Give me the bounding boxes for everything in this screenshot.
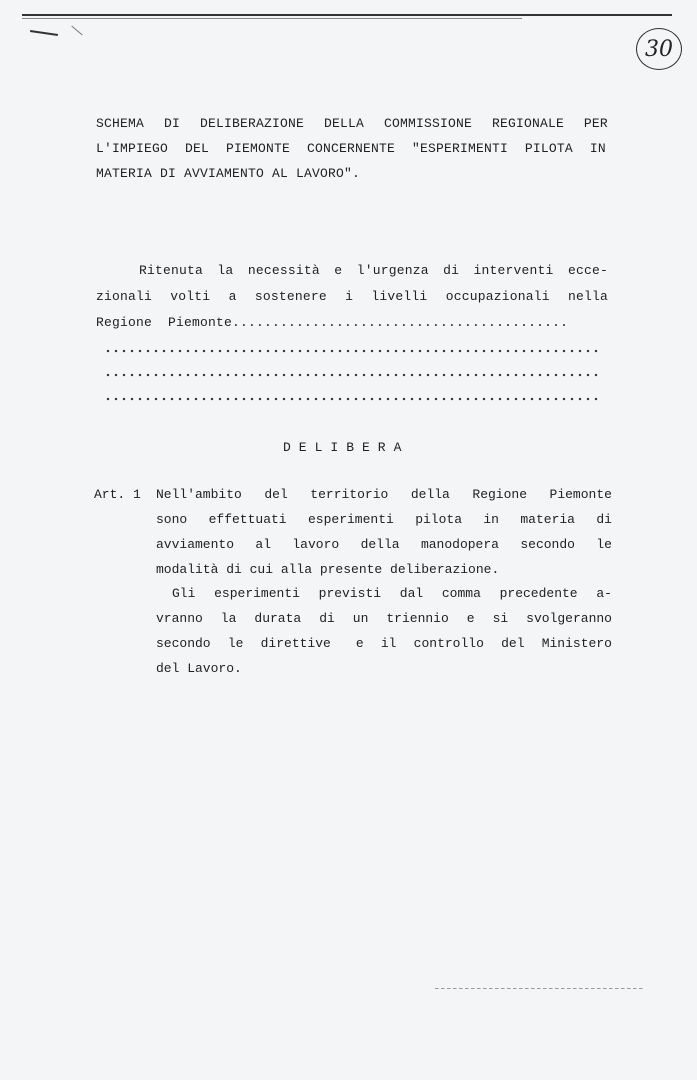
article-word: si — [492, 611, 509, 626]
heading-word: DEL — [184, 141, 209, 156]
article-word: Gli — [172, 586, 196, 601]
article-line — [156, 586, 612, 601]
heading-word: DI — [163, 116, 180, 131]
top-rule — [22, 14, 672, 16]
article-word: Piemonte — [549, 487, 612, 502]
dotted-line — [104, 373, 598, 377]
handwritten-page-number: 30 — [636, 28, 682, 70]
article-word: Regione — [472, 487, 527, 502]
dotted-line — [104, 397, 598, 401]
preamble-word: sostenere — [254, 289, 327, 304]
article-line: modalità di cui alla presente deliberazione. — [156, 562, 500, 577]
preamble-word: i — [345, 289, 354, 304]
article-word: Ministero — [541, 636, 612, 651]
article-word: lavoro — [292, 537, 340, 552]
article-word: secondo — [520, 537, 575, 552]
preamble-word: l'urgenza — [356, 263, 429, 278]
pen-mark-small — [71, 26, 82, 36]
article-word: del — [264, 487, 288, 502]
preamble-word: e — [334, 263, 343, 278]
article-word: e — [348, 636, 364, 651]
article-line — [156, 636, 612, 651]
heading-word: PIEMONTE — [225, 141, 290, 156]
preamble-word: zionali — [96, 289, 153, 304]
heading-word: REGIONALE — [491, 116, 564, 131]
article-word: le — [227, 636, 244, 651]
article-line — [156, 537, 612, 552]
article-word: manodopera — [420, 537, 499, 552]
article-line — [156, 611, 612, 626]
article-word: un — [352, 611, 369, 626]
pen-mark — [30, 30, 58, 36]
article-word: svolgeranno — [526, 611, 612, 626]
article-word: durata — [254, 611, 302, 626]
article-word: della — [410, 487, 450, 502]
article-word: di — [596, 512, 612, 527]
preamble-word: occupazionali — [445, 289, 550, 304]
article-word: controllo — [413, 636, 484, 651]
article-word: precedente — [499, 586, 578, 601]
article-word: a- — [596, 586, 612, 601]
article-line — [156, 487, 612, 502]
article-word: esperimenti — [214, 586, 300, 601]
article-word: il — [380, 636, 397, 651]
preamble-word: interventi — [473, 263, 554, 278]
preamble-word: volti — [170, 289, 211, 304]
preamble-word: necessità — [247, 263, 320, 278]
article-word: e — [466, 611, 475, 626]
preamble-word: a — [228, 289, 237, 304]
preamble-line-3: Regione Piemonte.......................................... — [96, 315, 569, 330]
preamble-word: nella — [567, 289, 608, 304]
article-word: previsti — [318, 586, 382, 601]
article-word: sono — [156, 512, 188, 527]
article-word: comma — [441, 586, 481, 601]
heading-word: SCHEMA — [96, 116, 145, 131]
article-word: al — [255, 537, 271, 552]
heading-line-1 — [96, 116, 608, 131]
article-word: le — [596, 537, 612, 552]
heading-line-3: MATERIA DI AVVIAMENTO AL LAVORO". — [96, 166, 361, 181]
heading-word: DELIBERAZIONE — [199, 116, 304, 131]
preamble-line-1 — [96, 263, 608, 278]
article-word: dal — [399, 586, 424, 601]
preamble-word: Ritenuta — [139, 263, 204, 278]
dotted-line — [104, 349, 598, 353]
article-word: territorio — [310, 487, 389, 502]
heading-word: CONCERNENTE — [306, 141, 395, 156]
article-word: materia — [520, 512, 575, 527]
heading-line-2 — [96, 141, 606, 156]
preamble-word: ecce- — [567, 263, 608, 278]
article-word: Nell'ambito — [156, 487, 242, 502]
heading-word: PILOTA — [524, 141, 573, 156]
heading-word: L'IMPIEGO — [96, 141, 169, 156]
article-word: la — [220, 611, 237, 626]
article-word: pilota — [415, 512, 462, 527]
article-word: avviamento — [156, 537, 235, 552]
article-word: effettuati — [208, 512, 287, 527]
article-line — [156, 512, 612, 527]
article-word: del — [501, 636, 525, 651]
article-word: in — [483, 512, 499, 527]
heading-word: PER — [583, 116, 608, 131]
preamble-word: la — [217, 263, 234, 278]
article-line: del Lavoro. — [156, 661, 242, 676]
article-word: direttive — [260, 636, 331, 651]
article-word: della — [360, 537, 400, 552]
top-rule-secondary — [22, 18, 522, 19]
article-word: vranno — [156, 611, 203, 626]
article-word: triennio — [386, 611, 449, 626]
article-label: Art. 1 — [94, 487, 141, 502]
decision-heading: DELIBERA — [283, 440, 410, 455]
bottom-dashed-mark — [435, 988, 645, 989]
preamble-line-2 — [96, 289, 608, 304]
heading-word: "ESPERIMENTI — [411, 141, 508, 156]
heading-word: DELLA — [323, 116, 364, 131]
preamble-word: di — [443, 263, 460, 278]
article-word: secondo — [156, 636, 211, 651]
article-word: di — [319, 611, 335, 626]
article-word: esperimenti — [307, 512, 394, 527]
heading-word: IN — [589, 141, 606, 156]
preamble-word: livelli — [371, 289, 428, 304]
heading-word: COMMISSIONE — [383, 116, 472, 131]
